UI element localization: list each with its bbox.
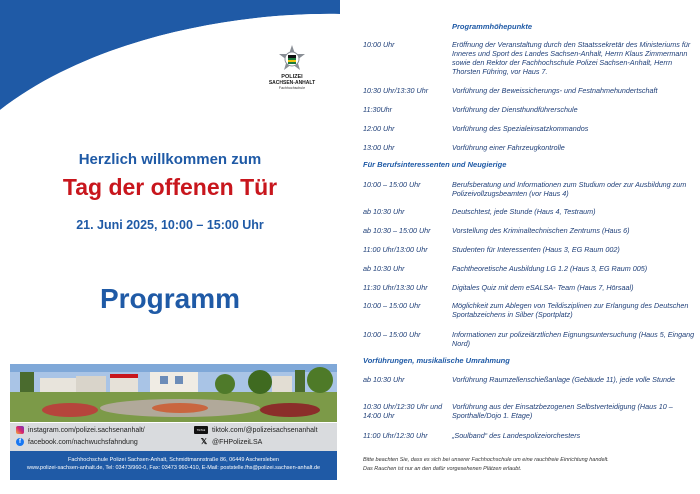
social-media-bar xyxy=(10,423,337,451)
campus-photo xyxy=(10,364,337,422)
program-time: ab 10:30 Uhr xyxy=(363,207,405,216)
program-time: 10:00 – 15:00 Uhr xyxy=(363,301,421,310)
program-description: „Soulband“ des Landespolizeiorchesters xyxy=(452,431,581,440)
program-description: Vorführung aus der Einsatzbezogenen Selbstverteidigung (Haus 10 – Sporthalle/Dojo 1. Etage) xyxy=(452,402,673,420)
program-time: 11:30Uhr xyxy=(363,105,393,114)
program-description: Vorführung des Spezialeinsatzkommandos xyxy=(452,124,589,133)
logo-text-police: POLIZEI xyxy=(281,74,303,80)
tiktok-icon: TikTok xyxy=(194,426,208,434)
instagram-link[interactable] xyxy=(16,426,145,434)
program-time: 12:00 Uhr xyxy=(363,124,395,133)
program-description: Fachtheoretische Ausbildung LG 1.2 (Haus 3, EG Raum 005) xyxy=(452,264,648,273)
police-star-icon xyxy=(277,44,307,74)
tiktok-handle: tiktok.com/@polizeisachsenanhalt xyxy=(212,426,318,434)
facebook-handle: facebook.com/nachwuchsfahndung xyxy=(28,438,138,446)
program-time: 10:30 Uhr/12:30 Uhr und 14:00 Uhr xyxy=(363,402,443,420)
program-time: ab 10:30 – 15:00 Uhr xyxy=(363,226,431,235)
programm-heading: Programm xyxy=(99,283,241,314)
program-description: Vorführung Raumzellenschießanlage (Gebäude 11), jede volle Stunde xyxy=(452,375,675,384)
police-logo xyxy=(268,44,316,91)
welcome-heading: Herzlich willkommen zum xyxy=(78,151,262,168)
footer-contact-details: www.polizei-sachsen-anhalt.de, Tel: 03473/960-0, Fax: 03473 960-410, E-Mail: poststelle.fhs@polizei.sachsen-anhalt.de xyxy=(26,465,321,471)
program-panel xyxy=(340,0,700,494)
footer-contact xyxy=(10,451,337,480)
x-handle: @FHPolizeiLSA xyxy=(212,438,263,446)
program-description: Digitales Quiz mit dem eSALSA- Team (Haus 7, Hörsaal) xyxy=(452,283,634,292)
program-time: ab 10:30 Uhr xyxy=(363,375,405,384)
instagram-icon xyxy=(16,426,24,434)
smoking-note xyxy=(363,456,693,474)
program-time: 11:00 Uhr/13:00 Uhr xyxy=(363,245,428,254)
event-title: Tag der offenen Tür xyxy=(62,174,278,200)
program-time: 13:00 Uhr xyxy=(363,143,395,152)
logo-text-school: Fachhochschule xyxy=(278,86,306,90)
section-highlights-title: Programmhöhepunkte xyxy=(452,22,533,31)
program-time: 11:30 Uhr/13:30 Uhr xyxy=(363,283,428,292)
program-description: Studenten für Interessenten (Haus 3, EG Raum 002) xyxy=(452,245,620,254)
program-description: Vorstellung des Kriminaltechnischen Zentrums (Haus 6) xyxy=(452,226,630,235)
program-description: Vorführung der Beweissicherungs- und Festnahmehundertschaft xyxy=(452,86,658,95)
program-time: 10:00 Uhr xyxy=(363,40,395,49)
facebook-icon: f xyxy=(16,438,24,446)
smoking-note-line1: Bitte beachten Sie, dass es sich bei unserer Fachhochschule um eine rauchfreie Einrichtung handelt. xyxy=(363,457,609,463)
program-description: Vorführung einer Fahrzeugkontrolle xyxy=(452,143,565,152)
section-interest-title: Für Berufsinteressenten und Neugierige xyxy=(363,160,507,169)
logo-text-state: SACHSEN-ANHALT xyxy=(268,80,316,86)
program-time: 10:00 – 15:00 Uhr xyxy=(363,180,421,189)
section-shows-title: Vorführungen, musikalische Umrahmung xyxy=(363,356,510,365)
smoking-note-line2: Das Rauchen ist nur an den dafür vorgesehenen Plätzen erlaubt. xyxy=(363,466,522,472)
program-description: Eröffnung der Veranstaltung durch den Staatssekretär des Ministeriums für Inneres und Sport des Landes Sachsen-Anhalt, Herrn Klaus Zimmermann sowie den Rektor der Fachhochschule Polizei Sachsen-Anhalt, Herrn Thorsten Führing, vor Haus 7. xyxy=(452,40,691,76)
program-description: Möglichkeit zum Ablegen von Teildisziplinen zur Erlangung des Deutschen Sportabzeichens in Silber (Sportplatz) xyxy=(452,301,689,319)
event-date: 21. Juni 2025, 10:00 – 15:00 Uhr xyxy=(76,218,264,232)
left-panel xyxy=(0,0,340,494)
program-time: 10:30 Uhr/13:30 Uhr xyxy=(363,86,429,95)
x-link[interactable] xyxy=(200,438,262,446)
program-time: 10:00 – 15:00 Uhr xyxy=(363,330,421,339)
facebook-link[interactable] xyxy=(16,438,138,446)
program-description: Deutschtest, jede Stunde (Haus 4, Testraum) xyxy=(452,207,596,216)
footer-address: Fachhochschule Polizei Sachsen-Anhalt, Schmidtmannstraße 86, 06449 Aschersleben xyxy=(68,457,279,463)
program-time: 11:00 Uhr/12:30 Uhr xyxy=(363,431,428,440)
program-time: ab 10:30 Uhr xyxy=(363,264,405,273)
program-description: Vorführung der Diensthundführerschule xyxy=(452,105,578,114)
program-description: Berufsberatung und Informationen zum Studium oder zur Ausbildung zum Polizeivollzugsbeamten (vor Haus 4) xyxy=(452,180,687,198)
program-description: Informationen zur polizeiärztlichen Eignungsuntersuchung (Haus 5, Eingang Nord) xyxy=(452,330,695,348)
tiktok-link[interactable] xyxy=(194,426,318,434)
x-icon: 𝕏 xyxy=(200,437,208,446)
instagram-handle: instagram.com/polizei.sachsenanhalt/ xyxy=(28,426,145,434)
